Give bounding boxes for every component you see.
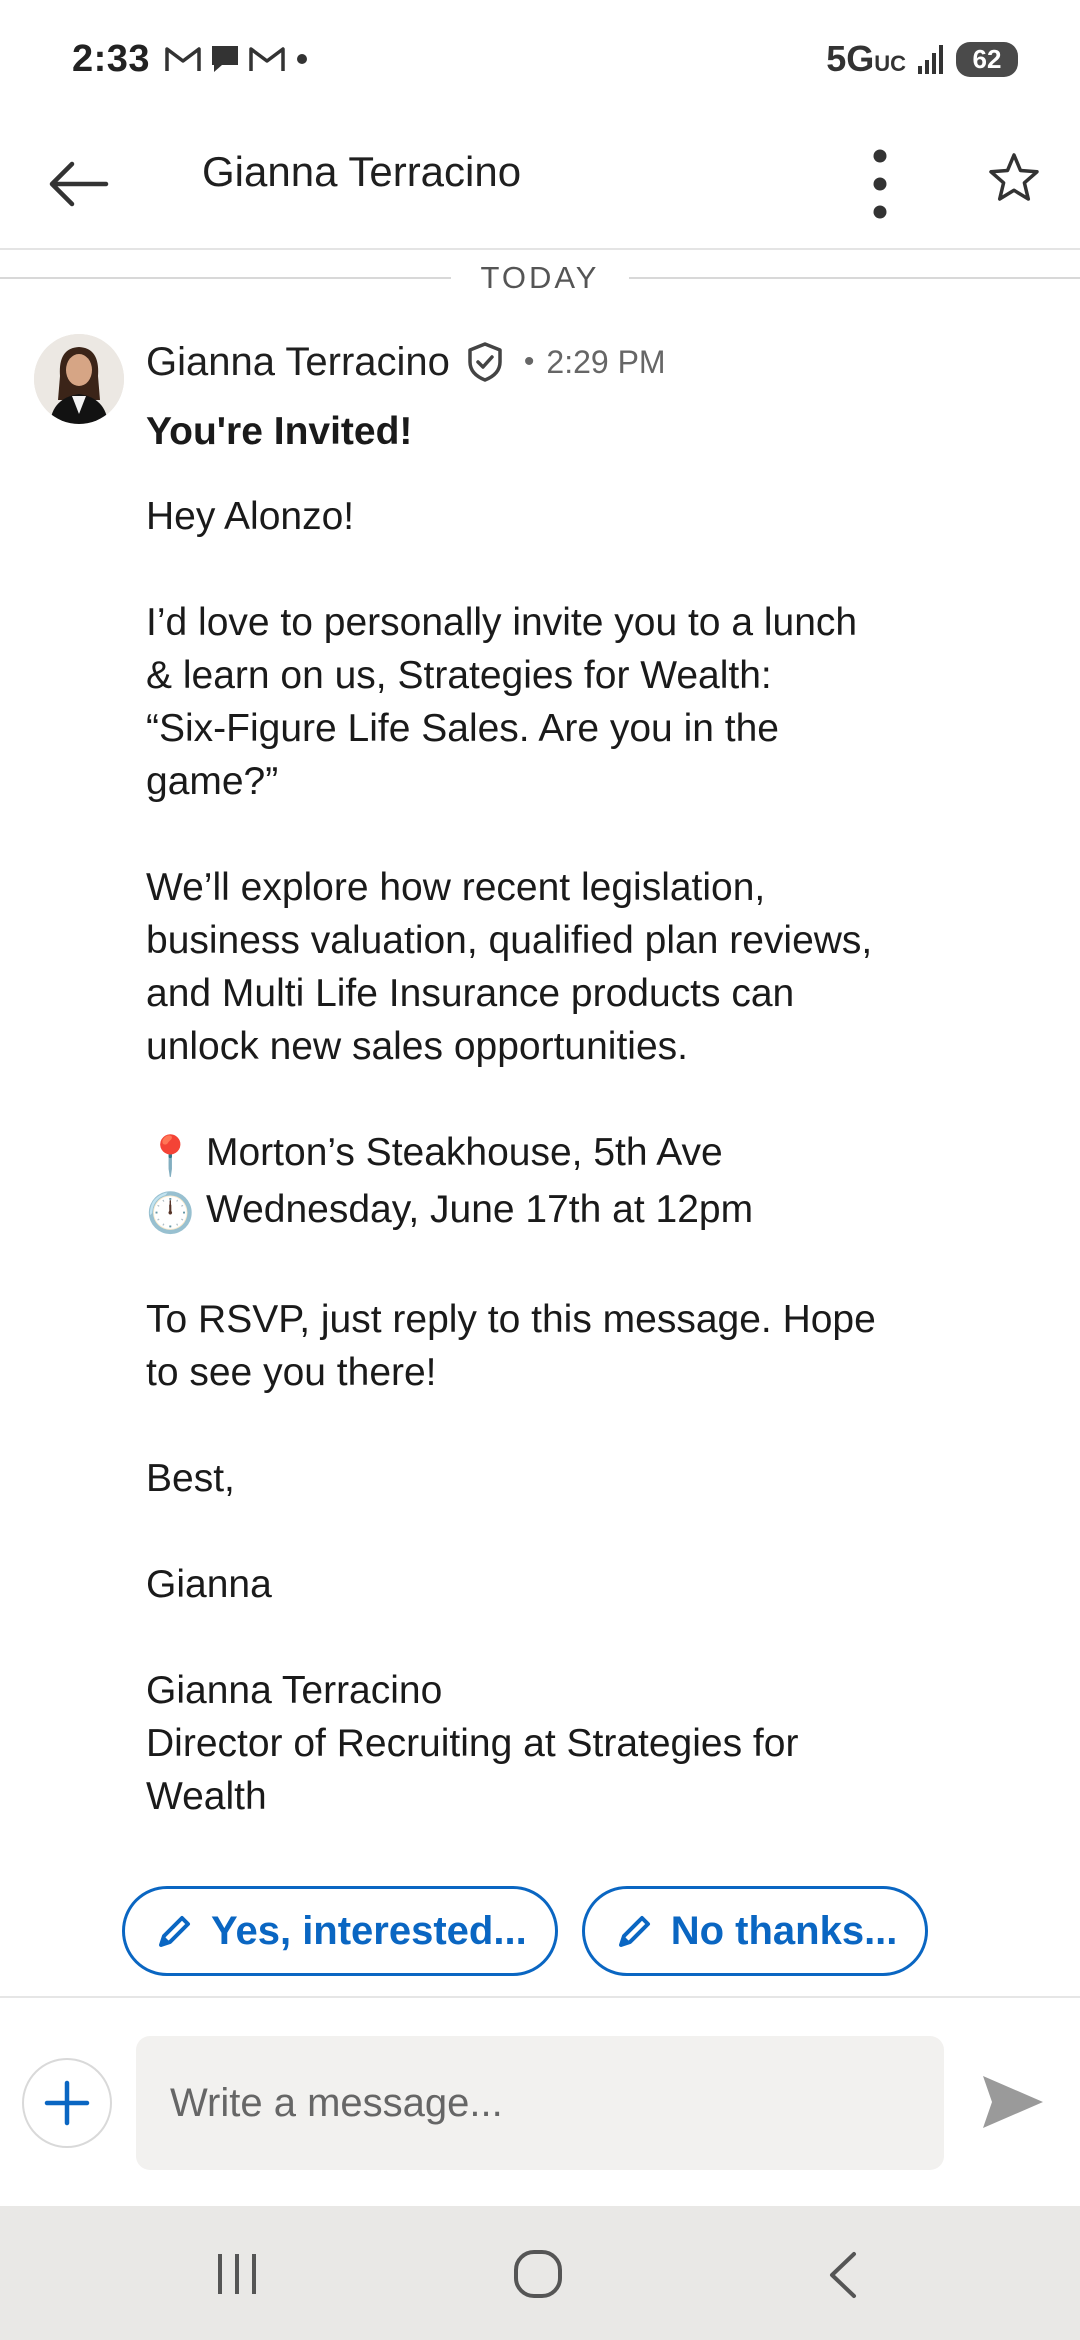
gmail-icon [248, 44, 286, 74]
more-notifications-dot-icon [292, 49, 312, 69]
message-body [146, 490, 1026, 1823]
star-icon[interactable] [986, 150, 1042, 206]
attach-button[interactable] [22, 2058, 112, 2148]
message-subject: You're Invited! [146, 410, 413, 453]
date-line [146, 1183, 1026, 1240]
text-line: to see you there! [146, 1351, 437, 1394]
text-line: game?” [146, 760, 279, 803]
network-sub-label: UC [874, 51, 906, 76]
no-thanks-label: No thanks... [670, 1908, 898, 1953]
yes-interested-label: Yes, interested... [211, 1908, 527, 1953]
text-line: & learn on us, Strategies for Wealth: [146, 654, 772, 697]
pencil-icon [615, 1911, 655, 1951]
sender-name[interactable]: Gianna Terracino [146, 339, 450, 384]
recent-apps-icon[interactable] [214, 2252, 260, 2296]
gmail-icon [164, 44, 202, 74]
text-line: unlock new sales opportunities. [146, 1025, 688, 1068]
page-title[interactable]: Gianna Terracino [202, 148, 522, 195]
back-arrow-icon[interactable] [42, 154, 112, 214]
event-date: Wednesday, June 17th at 12pm [206, 1188, 754, 1231]
signoff-name: Gianna [146, 1563, 272, 1606]
battery-indicator: 62 [956, 42, 1018, 77]
signature-title: Director of Recruiting at Strategies for [146, 1722, 799, 1765]
event-info [146, 1126, 1026, 1240]
composer-divider [0, 1996, 1080, 1998]
avatar-image [34, 334, 124, 424]
chat-icon [208, 43, 242, 75]
signature-name: Gianna Terracino [146, 1669, 443, 1712]
pencil-icon [155, 1911, 195, 1951]
text-line: I’d love to personally invite you to a lunch [146, 601, 858, 644]
signal-icon [916, 42, 946, 76]
status-time: 2:33 [72, 37, 151, 80]
plus-icon [41, 2077, 93, 2129]
message-timestamp: 2:29 PM [546, 343, 666, 380]
details-paragraph [146, 861, 1026, 1073]
no-thanks-button[interactable] [582, 1886, 929, 1976]
pin-icon: 📍 [146, 1135, 195, 1178]
signature-title: Wealth [146, 1775, 267, 1818]
verified-badge-icon [464, 341, 506, 383]
status-bar [0, 0, 1080, 118]
separator-line [629, 277, 1080, 279]
send-icon[interactable] [980, 2072, 1046, 2132]
closing: Best, [146, 1457, 235, 1500]
message-input[interactable] [136, 2036, 944, 2170]
text-line: We’ll explore how recent legislation, [146, 866, 766, 909]
message-header [146, 334, 666, 390]
signature [146, 1664, 1026, 1823]
day-label: TODAY [480, 260, 600, 295]
day-separator [0, 258, 1080, 298]
rsvp-paragraph [146, 1293, 1026, 1399]
home-icon[interactable] [512, 2248, 564, 2300]
status-right [826, 38, 1018, 80]
status-left [72, 38, 312, 81]
text-line: business valuation, qualified plan reviews, [146, 919, 873, 962]
conversation-header [0, 118, 1080, 250]
network-label: 5G [826, 38, 875, 79]
text-line: “Six-Figure Life Sales. Are you in the [146, 707, 779, 750]
network-indicator [826, 38, 906, 80]
system-navigation-bar [0, 2206, 1080, 2340]
avatar[interactable] [34, 334, 124, 424]
text-line: and Multi Life Insurance products can [146, 972, 795, 1015]
more-options-icon[interactable] [860, 142, 900, 226]
event-location: Morton’s Steakhouse, 5th Ave [206, 1131, 723, 1174]
nav-back-icon[interactable] [826, 2250, 860, 2300]
text-line: To RSVP, just reply to this message. Hope [146, 1298, 876, 1341]
yes-interested-button[interactable] [122, 1886, 558, 1976]
intro-paragraph [146, 596, 1026, 808]
separator-line [0, 277, 451, 279]
location-line [146, 1126, 1026, 1183]
separator-dot: • [523, 345, 535, 378]
quick-replies [122, 1886, 928, 1976]
clock-icon: 🕛 [146, 1192, 195, 1235]
notification-icons [164, 43, 312, 75]
greeting: Hey Alonzo! [146, 495, 355, 538]
